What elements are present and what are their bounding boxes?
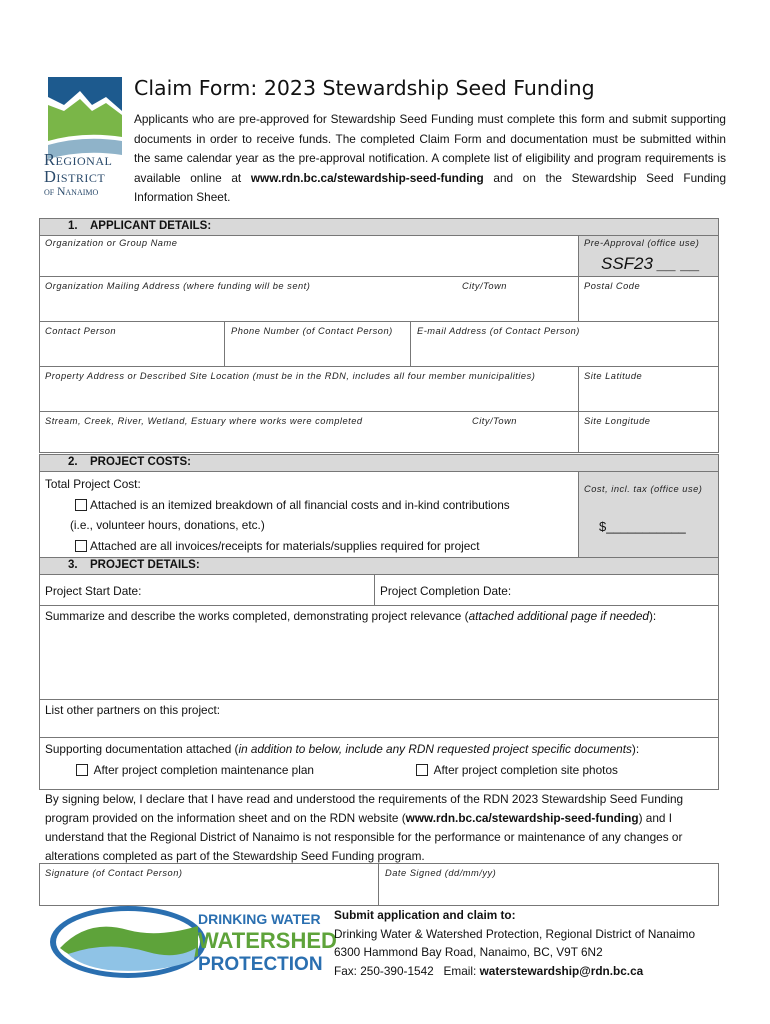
submit-heading: Submit application and claim to: — [334, 908, 516, 922]
submit-line1: Drinking Water & Watershed Protection, Regional District of Nanaimo — [334, 926, 696, 941]
property-address-field[interactable]: Property Address or Described Site Location (must be in the RDN, includes all four member municipalities) — [39, 366, 579, 412]
website-link[interactable]: www.rdn.bc.ca/stewardship-seed-funding — [405, 811, 639, 825]
start-date-field[interactable]: Project Start Date: — [39, 574, 375, 606]
section-project-details: 3. PROJECT DETAILS: — [39, 557, 719, 575]
checkbox-icon[interactable] — [416, 764, 428, 776]
phone-field[interactable]: Phone Number (of Contact Person) — [224, 321, 411, 367]
drinking-water-logo — [48, 904, 337, 980]
checkbox-icon[interactable] — [76, 764, 88, 776]
dw-line1: DRINKING WATER — [198, 911, 321, 927]
dw-line3: PROTECTION — [198, 954, 323, 975]
site-latitude-field[interactable]: Site Latitude — [578, 366, 719, 412]
maintenance-plan-checkbox[interactable]: After project completion maintenance plan — [76, 763, 314, 777]
section-project-costs: 2. PROJECT COSTS: — [39, 454, 719, 472]
pre-approval-field: Pre-Approval (office use) SSF23 __ __ — [578, 235, 719, 277]
cost-office-field: Cost, incl. tax (office use) $___________ — [578, 471, 719, 559]
completion-date-field[interactable]: Project Completion Date: — [374, 574, 719, 606]
contact-person-field[interactable]: Contact Person — [39, 321, 225, 367]
date-signed-field[interactable]: Date Signed (dd/mm/yy) — [378, 863, 719, 906]
site-longitude-field[interactable]: Site Longitude — [578, 411, 719, 453]
summary-field[interactable]: Summarize and describe the works completed, demonstrating project relevance (attached additional page if needed): — [39, 605, 719, 700]
ssf-code: SSF23 __ __ — [601, 254, 701, 273]
email-link[interactable]: waterstewardship@rdn.bc.ca — [479, 963, 644, 978]
submit-contact: Fax: 250-390-1542 Email: waterstewardship@rdn.bc.ca — [334, 963, 644, 978]
page-title: Claim Form: 2023 Stewardship Seed Funding — [134, 76, 595, 100]
dw-line2: WATERSHED — [198, 928, 337, 953]
declaration-text: By signing below, I declare that I have read and understood the requirements of the RDN 2023 Stewardship Seed Funding program provided on the information sheet and on the RDN website (www.rdn.bc.ca/stewardship-seed-funding) and I understand that the Regional District of Nanaimo is not responsible for the performance or maintenance of any changes or alterations completed as part of the Stewardship Seed Funding program. — [45, 792, 684, 863]
mailing-address-field[interactable]: Organization Mailing Address (where funding will be sent) City/Town — [39, 276, 579, 322]
postal-code-field[interactable]: Postal Code — [578, 276, 719, 322]
submit-address: 6300 Hammond Bay Road, Nanaimo, BC, V9T 6N2 — [334, 945, 603, 959]
section-applicant-details: 1. APPLICANT DETAILS: — [39, 218, 719, 236]
supporting-docs-area: Supporting documentation attached (in addition to below, include any RDN requested project specific documents): After project completion maintenance plan After project completion site photos — [39, 737, 719, 790]
partners-field[interactable]: List other partners on this project: — [39, 699, 719, 738]
itemized-breakdown-checkbox[interactable]: Attached is an itemized breakdown of all financial costs and in-kind contributions — [75, 498, 510, 512]
intro-paragraph: Applicants who are pre-approved for Stewardship Seed Funding must complete this form and submit supporting documents in order to receive funds. The completed Claim Form and documentation must be submitted within the same calendar year as the pre-approval notification. A complete list of eligibility and program requirements is available online at www.rdn.bc.ca/stewardship-seed-funding and on the Stewardship Seed Funding Information Sheet. — [134, 112, 726, 204]
checkbox-icon[interactable] — [75, 499, 87, 511]
rdn-logo-text: Regional District of Nanaimo — [44, 150, 113, 198]
funding-link[interactable]: www.rdn.bc.ca/stewardship-seed-funding — [250, 170, 484, 185]
invoices-checkbox[interactable]: Attached are all invoices/receipts for materials/supplies required for project — [75, 539, 479, 553]
stream-field[interactable]: Stream, Creek, River, Wetland, Estuary where works were completed City/Town — [39, 411, 579, 453]
checkbox-icon[interactable] — [75, 540, 87, 552]
total-project-cost-area: Total Project Cost: Attached is an itemized breakdown of all financial costs and in-kind contributions (i.e., volunteer hours, donations, etc.) Attached are all invoices/receipts for materials/supplies required for project — [39, 471, 579, 559]
submit-info — [334, 906, 695, 980]
site-photos-checkbox[interactable]: After project completion site photos — [416, 763, 618, 777]
email-field[interactable]: E-mail Address (of Contact Person) — [410, 321, 719, 367]
org-name-field[interactable]: Organization or Group Name — [39, 235, 579, 277]
signature-field[interactable]: Signature (of Contact Person) — [39, 863, 379, 906]
cost-amount: $___________ — [599, 519, 686, 534]
